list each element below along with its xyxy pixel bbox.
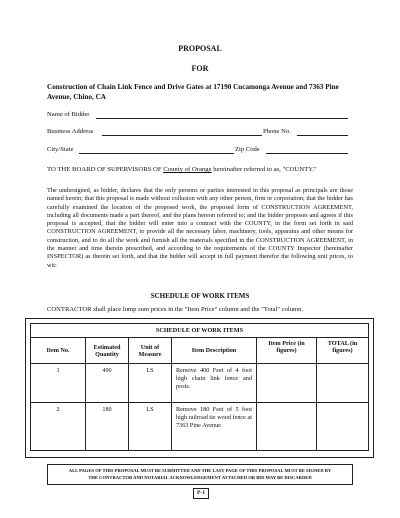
zip-field[interactable] (266, 153, 348, 154)
schedule-heading: SCHEDULE OF WORK ITEMS (150, 292, 250, 300)
notice-line-1: ALL PAGES OF THIS PROPOSAL MUST BE SUBMITTED AND THE LAST PAGE OF THIS PROPOSAL MUST BE SIGNED BY (68, 468, 332, 473)
schedule-table-frame (25, 318, 374, 458)
total-cell[interactable] (317, 364, 369, 402)
header-quantity: Estimated Quantity (86, 338, 129, 364)
address-label: Business Address (47, 128, 94, 135)
quantity-cell: 180 (86, 402, 129, 450)
phone-label: Phone No. (263, 128, 291, 135)
total-cell[interactable] (317, 402, 369, 450)
zip-label: Zip Code (235, 146, 260, 153)
table-row (31, 402, 369, 450)
addressee-post: hereinafter referred to as, "COUNTY." (211, 166, 317, 173)
unit-cell: LS (129, 364, 172, 402)
header-description: Item Description (172, 338, 257, 364)
table-row (31, 364, 369, 402)
header-item-no: Item No. (31, 338, 86, 364)
doc-for: FOR (191, 64, 209, 73)
header-total: TOTAL (in figures) (317, 338, 369, 364)
unit-cell: LS (129, 402, 172, 450)
city-label: City/State (47, 146, 74, 153)
phone-field[interactable] (297, 135, 348, 136)
description-cell: Remove 180 Feet of 5 foot high railroad tie wood fence at 7363 Pine Avenue (172, 402, 257, 450)
contractor-note: CONTRACTOR shall place lump sum prices in the "Item Price" column and the "Total" column. (47, 306, 304, 313)
quantity-cell: 400 (86, 364, 129, 402)
page-number: P-1 (193, 488, 209, 499)
declaration-paragraph: The undersigned, as bidder, declares that the only persons or parties interested in this proposal as principals are those named herein; that this proposal is made without collusion with any other person, firm or corporation; that the bidder has carefully examined the location of the proposed work, the proposed form of CONSTRUCTION AGREEMENT, including all documents made a part thereof, and the plans hereon referred to; and the bidder proposes and agrees if this proposal is accepted, that the bidder will enter into a contract with the COUNTY, in the form set forth in said CONSTRUCTION AGREEMENT, to provide all the necessary labor, machinery, tools, apparatus and other means for construction, and to do all the work and furnish all the materials specified in the CONSTRUCTION AGREEMENT, in the manner and time therein prescribed, and according to the requirements of the COUNTY Inspector (hereinafter INSPECTOR) as therein set forth, and that the bidder will accept in full payment therefor the following unit prices, to wit: (47, 187, 353, 269)
header-unit: Unit of Measure (129, 338, 172, 364)
item-price-cell[interactable] (257, 402, 317, 450)
item-price-cell[interactable] (257, 364, 317, 402)
notice-line-2: THE CONTRACTOR AND NOTARIAL ACKNOWLEDGEMENT ATTACHED OR BID MAY BE DISCARDED (88, 474, 312, 480)
header-item-price: Item Price (in figures) (257, 338, 317, 364)
addressee (47, 165, 353, 174)
item-no-cell: 2 (31, 402, 86, 450)
addressee-pre: TO THE BOARD OF SUPERVISORS OF (47, 166, 164, 173)
city-field[interactable] (79, 153, 234, 154)
doc-subject: Construction of Chain Link Fence and Drive Gates at 17190 Cucamonga Avenue and 7363 Pine Avenue, Chino, CA (47, 83, 339, 101)
name-label: Name of Bidder (47, 111, 90, 118)
submission-notice (47, 464, 353, 485)
name-field[interactable] (96, 118, 348, 119)
address-field[interactable] (102, 135, 262, 136)
schedule-table-title: SCHEDULE OF WORK ITEMS (31, 324, 369, 338)
description-cell: Remove 400 Feet of 4 foot high chain link fence and posts. (172, 364, 257, 402)
schedule-table (30, 323, 369, 451)
item-no-cell: 1 (31, 364, 86, 402)
doc-title: PROPOSAL (178, 44, 222, 53)
addressee-county: County of Orange (163, 166, 212, 173)
